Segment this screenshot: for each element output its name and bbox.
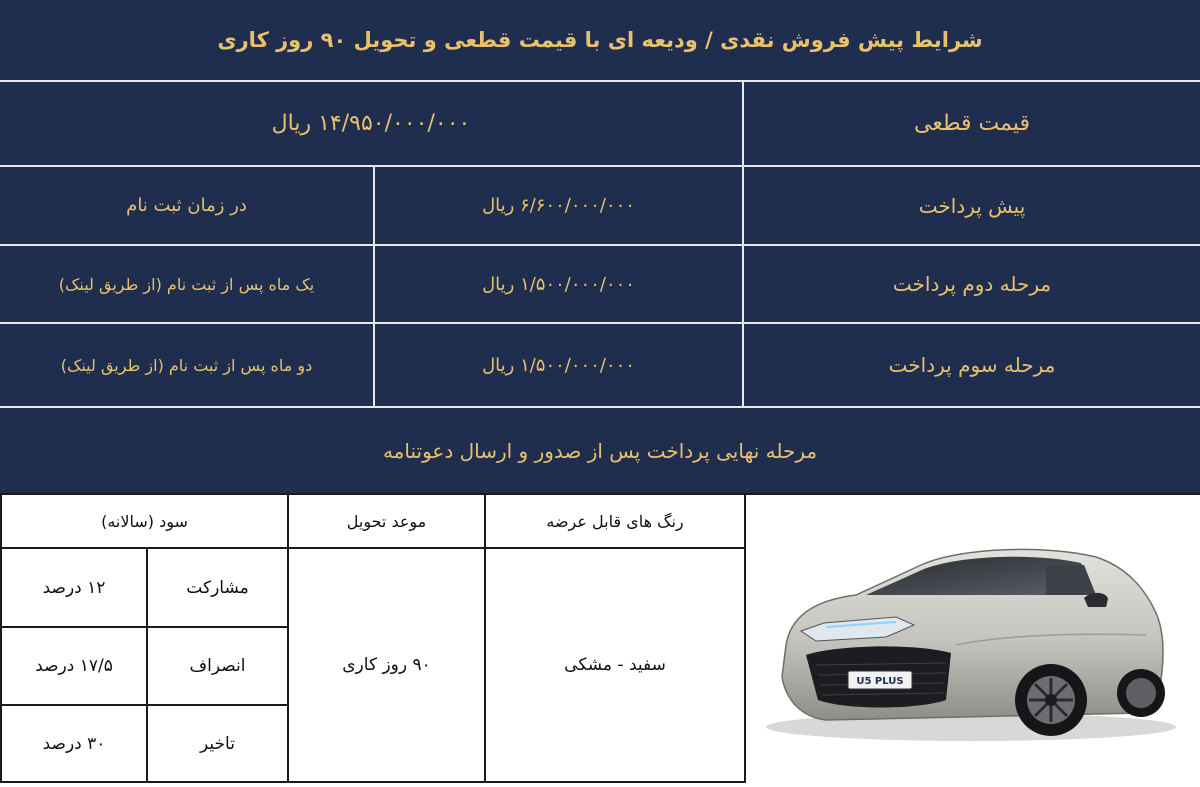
cancellation-rate: ۱۷/۵ درصد — [35, 656, 113, 676]
partnership-rate: ۱۲ درصد — [42, 577, 106, 598]
delivery-header: موعد تحویل — [346, 511, 427, 531]
license-plate: U5 PLUS — [856, 676, 904, 687]
page-title: شرایط پیش فروش نقدی / ودیعه ای با قیمت قطعی و تحویل ۹۰ روز کاری — [217, 28, 983, 52]
cancellation-label: انصراف — [189, 656, 246, 676]
partnership-label: مشارکت — [186, 577, 249, 598]
down-payment-amount: ۶/۶۰۰/۰۰۰/۰۰۰ ریال — [482, 195, 635, 216]
final-price-label: قیمت قطعی — [914, 111, 1030, 136]
second-payment-amount: ۱/۵۰۰/۰۰۰/۰۰۰ ریال — [482, 273, 635, 295]
third-payment-time: دو ماه پس از ثبت نام (از طریق لینک) — [60, 355, 313, 375]
delivery-time-value: ۹۰ روز کاری — [342, 655, 431, 675]
colors-header: رنگ های قابل عرضه — [546, 511, 684, 531]
third-payment-amount: ۱/۵۰۰/۰۰۰/۰۰۰ ریال — [482, 354, 635, 376]
delay-rate: ۳۰ درصد — [42, 733, 106, 754]
delay-label: تاخیر — [200, 733, 235, 754]
second-payment-label: مرحله دوم پرداخت — [892, 272, 1052, 296]
down-payment-time: در زمان ثبت نام — [126, 195, 247, 216]
profit-header: سود (سالانه) — [101, 511, 188, 531]
final-price-value: ۱۴/۹۵۰/۰۰۰/۰۰۰ ریال — [271, 111, 471, 136]
final-stage-note: مرحله نهایی پرداخت پس از صدور و ارسال دعوتنامه — [382, 438, 818, 463]
down-payment-label: پیش پرداخت — [918, 193, 1026, 218]
second-payment-time: یک ماه پس از ثبت نام (از طریق لینک) — [58, 274, 315, 294]
third-payment-label: مرحله سوم پرداخت — [888, 353, 1056, 377]
car-image — [746, 495, 1200, 783]
available-colors-value: سفید - مشکی — [564, 655, 666, 675]
